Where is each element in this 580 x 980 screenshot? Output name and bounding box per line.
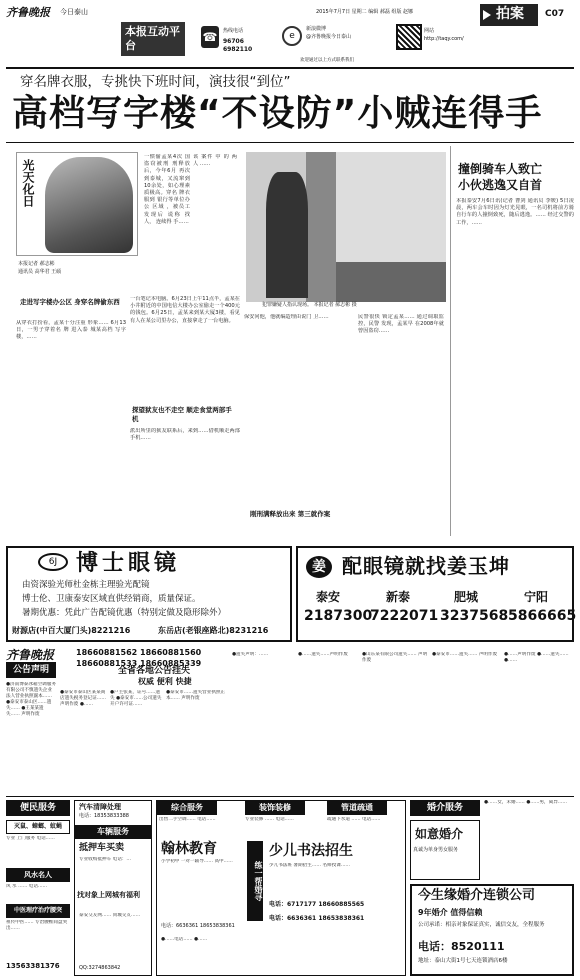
store-phone-4: 5866665 [508, 608, 577, 624]
section-pipe: 管道疏通 [327, 801, 387, 815]
car-service-box [74, 800, 152, 976]
paper-logo: 齐鲁晚报 [6, 6, 50, 19]
web-label: 网站 [424, 28, 435, 34]
jiang-stores [302, 590, 577, 640]
store-city-3: 肥城 [454, 590, 479, 604]
body-col1: 从穿衣打扮看，孟某十分注重 形象…… 6月13日，一男子穿着名 牌 进入泰 城某高档 写字楼，…… [16, 320, 126, 341]
weibo-label: 新浪微博 [306, 26, 327, 32]
service-listing-1: 出售二手空调…… 电话…… [159, 817, 216, 822]
store-phone-3: 3237568 [440, 608, 509, 624]
education-title: 翰林教育 [161, 841, 217, 857]
calligraphy-title: 少儿书法招生 [269, 843, 353, 859]
ruyi-marriage-box [410, 820, 480, 880]
lead-text-col1: 一惯偷孟某4次 国盗窃被刑 刑释放 后，今年6月 再次 到泰城，又流窜到10余处，如心理素 质极高。穿名 牌衣 服到 银行等单位办公 区域 ，被员工 发现后 谎称 找 人， 连续得 手…… [144, 154, 190, 225]
car-title: 汽车清障处理 [79, 803, 121, 811]
section-convenience: 便民服务 [6, 800, 70, 816]
body-col4: 民警很快 锁定孟某…… 通过调取监控，民警 发现，孟某早 在2008年就曾因盗窃…… [358, 314, 444, 335]
photo2-caption: 犯罪嫌疑人指认现场。 本报记者 郝志彬 摄 [262, 302, 357, 308]
jinsheng-years: 9年婚介 值得信赖 [418, 908, 483, 917]
section-decoration: 装饰装修 [245, 801, 305, 815]
main-story [0, 70, 580, 540]
ad-boshi-glasses [6, 546, 292, 642]
classified-col-2: ●泰安市泰山区某某商店遗失税务登记证…… 声明作废 ●…… [60, 690, 106, 707]
car-phone: 电话：18353833388 [79, 813, 129, 819]
boshi-logo-icon: 6J [38, 553, 68, 571]
photo-side-text: 光天化日 [21, 159, 35, 207]
page-number: C07 [545, 9, 565, 19]
dating-web-qq: QQ:3274863842 [79, 965, 121, 971]
lead-text-col2: 该 案件 中 的 两 人 …… [193, 154, 237, 168]
story-headline: 高档写字楼“不设防”小贼连得手 [12, 93, 543, 134]
photo2-figure [266, 172, 308, 298]
classified-logo: 齐鲁晚报 [6, 648, 55, 662]
store-phone-2: 7222071 [370, 608, 439, 624]
classified-col-5: ●遗失声明：…… [232, 652, 269, 657]
side-headline-2: 小伙逃逸又自首 [458, 178, 543, 192]
store-phone-1: 2187300 [304, 608, 373, 624]
jinsheng-title: 今生缘婚介连锁公司 [418, 888, 536, 903]
education-phone: 电话：6636361 18653838361 [161, 923, 235, 929]
classified-phones-2: 18660881533 18660885339 [76, 659, 202, 668]
boshi-line2: 博士伦、卫康泰安区域直供经销商，质量保证。 [22, 594, 201, 604]
jinsheng-promise: 公司承诺：相亲对象保证真实，诚信交友，全程服务 [418, 922, 545, 928]
edition-name: 今日泰山 [60, 8, 88, 16]
subhead-2: 探望狱友也不走空 顺走食堂两部手机 [132, 406, 232, 423]
suspect-photo-image [45, 157, 133, 253]
story-kicker: 穿名牌衣服，专挑快下班时间，演技很“到位” [20, 74, 291, 90]
classified-col-4: ●泰安市……遗失营业执照正本…… 声明作废 [166, 690, 226, 701]
boshi-line3: 暑期优惠：凭此广告配镜优惠（特别定做及隐形除外） [22, 608, 227, 618]
section-notice: 公告声明 [6, 662, 56, 678]
platform-caption: 欢迎通过以上方式联系我们 [300, 58, 354, 63]
pest-control-text: 专业 上门服务 电话…… [6, 836, 55, 841]
photo1-caption: 本报记者 郝志彬 通讯员 高华君 王硕 [18, 261, 62, 275]
crime-scene-photo [246, 152, 446, 302]
photo2-desk [336, 262, 446, 302]
calligraphy-text: 少儿书法班 暑期招生…… 名师授课…… [269, 863, 351, 868]
suspect-photo [16, 152, 138, 256]
section-marriage: 婚介服务 [410, 800, 480, 816]
vertical-ad: 练一帮婚寻 [247, 841, 263, 921]
fengshui-tag: 风水名人 [6, 868, 70, 882]
jinsheng-phone: 电话：8520111 [418, 940, 505, 953]
platform-title: 本报互动平台 [121, 22, 185, 56]
jiang-logo: 姜 [306, 556, 332, 578]
weibo-icon: e [282, 26, 302, 46]
side-story-body: 本报泰安7月6日讯(记者 曹剑 通讯员 李媛) 5日凌晨，两车会车时因为灯光晃眼，一名司机将前方骑自行车的人撞倒致死，随后逃逸。…… 经过交警的工作，…… [456, 198, 574, 226]
classified-col-6: ●……遗失……声明作废 [298, 652, 348, 657]
car-subsection: 车辆服务 [75, 825, 151, 839]
hotline-numbers: 96706 6982110 [223, 38, 253, 53]
ruyi-logo: 如意婚介 [415, 827, 464, 841]
classified-col-1: ●济南博泰冰箱空调服务有限公司不慎遗失企业法人营业执照副本…… ●泰安市泰山区……遗失…… ●王某某遗失…… 声明作废 [6, 682, 56, 717]
tcm-phone: 13563381376 [6, 962, 60, 970]
ad-jiang-glasses [296, 546, 577, 642]
weibo-block [282, 22, 392, 56]
fengshui-text: 风 水 …… 电话…… [6, 884, 48, 889]
subhead-1: 走进写字楼办公区 身穿名牌偷东西 [20, 298, 120, 306]
dating-web-title: 找对象上网城有福利 [77, 891, 140, 899]
calligraphy-phone-2: 电话：6636361 18653838361 [269, 915, 365, 922]
bottom-rule [6, 796, 574, 797]
hotline-label: 热线电话 [223, 28, 244, 34]
phone-icon: ☎ [201, 26, 219, 48]
boshi-logo: 博士眼镜 [76, 551, 181, 576]
classified-col-9: ●……声明作废 ●……遗失…… ●…… [504, 652, 569, 663]
hotline-block [199, 22, 275, 56]
subhead-3: 刚刑满释放出来 第三就作案 [250, 510, 331, 518]
section-label-box [480, 4, 538, 26]
pest-control-tag: 灭鼠、蟑螂、蚊蝇 [6, 820, 70, 834]
marriage-listings: ●……女，未婚…… ●……男，离异…… [484, 800, 567, 805]
tcm-tag: 中医理疗治疗腰突 [6, 904, 70, 918]
classified-phones-1: 18660881562 18660881560 [76, 648, 202, 657]
education-text: 小学初中 一对一辅导…… 高中…… [161, 859, 233, 864]
section-label: 拍案 [496, 6, 524, 22]
tcm-text: 祖传中医…… 专治腰椎间盘突出…… [6, 920, 68, 931]
weibo-account: @齐鲁晚报今日泰山 [306, 34, 352, 40]
jinsheng-address: 地址：泰山大街1号七天连锁酒店6楼 [418, 958, 508, 964]
web-url: http://taqy.com/ [424, 36, 464, 42]
car-subtitle: 抵押车买卖 [79, 843, 125, 853]
calligraphy-phone: 电话：6717177 18660885565 [269, 901, 365, 908]
masthead [0, 0, 580, 70]
side-story-divider [450, 146, 451, 536]
classified-slogan2: 权威 便利 快捷 [138, 677, 192, 686]
classified-col-8: ●泰安市……遗失…… 声明作废 [432, 652, 498, 657]
classified-slogan1: 全省各地公告挂失 [118, 666, 191, 676]
store-city-1: 泰安 [316, 590, 341, 604]
comprehensive-service-box [156, 800, 406, 976]
body-col3: 保安问他，他就编造理由说门 卫…… [244, 314, 329, 320]
store-city-4: 宁阳 [524, 590, 549, 604]
qr-code-icon [396, 24, 422, 50]
classified-col-7: ●山东某有限公司遗失…… 声明作废 [362, 652, 428, 663]
service-listing-2: 专业装修 …… 电话…… [245, 817, 294, 822]
service-listing-3: 疏通下水道 …… 电话…… [327, 817, 381, 822]
headline-rule [6, 142, 574, 143]
arrow-icon [483, 10, 491, 20]
section-comprehensive: 综合服务 [157, 801, 217, 815]
body-col2b: 派出所里的狱友联系后，来到……借机顺走两部手机…… [130, 428, 240, 442]
boshi-store1: 财源店(中百大厦门头)8221216 [12, 626, 131, 635]
masthead-rule [6, 67, 574, 69]
dating-web-text: 泰安交友网…… 同城交友…… [79, 913, 141, 918]
ruyi-slogan: 真诚为单身男女服务 [413, 847, 459, 853]
misc-listings: ●……电话…… ●…… [161, 937, 208, 942]
store-city-2: 新泰 [386, 590, 411, 604]
date-line: 2015年7月7日 星期二 编辑 郝磊 组版 赵娜 [316, 9, 414, 15]
jiang-title: 配眼镜就找姜玉坤 [342, 554, 510, 578]
jinsheng-marriage-box [410, 884, 574, 976]
classified-col-3: ●户主张某，证号……遗失 ●泰安市……公司遗失开户许可证…… [110, 690, 162, 707]
boshi-store2: 东岳店(老银座路北)8231216 [158, 626, 269, 635]
body-col2: 一台笔记本电脑。6月23日上午11点半，孟某在小井附近的中国电信大楼办公室偷走一个400元的钱包。6月25日，孟某来到某大厦3楼，看见有人在某公司里办公，直接拿走了一台电脑。 [130, 296, 240, 324]
car-misc: 专业收购抵押车 电话：… [79, 857, 131, 862]
side-headline-1: 撞倒骑车人致亡 [458, 162, 543, 176]
web-block [394, 22, 468, 56]
boshi-line1: 由资深验光师杜金栋主理验光配镜 [22, 580, 150, 590]
